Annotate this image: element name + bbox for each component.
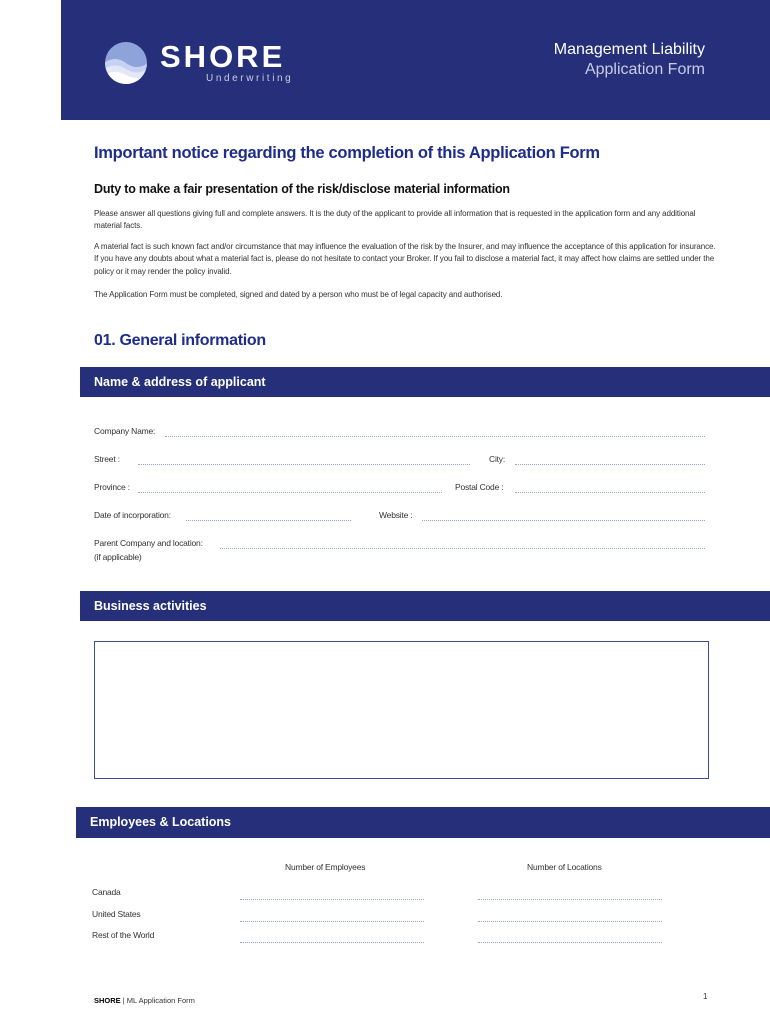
us-locations-field[interactable]: [478, 921, 662, 922]
incorporation-date-field[interactable]: [186, 520, 351, 521]
company-name-label: Company Name:: [94, 426, 156, 436]
row-employees-field[interactable]: [240, 942, 424, 943]
notice-paragraph-3: The Application Form must be completed, signed and dated by a person who must be of legal capacity and authorised.: [94, 290, 503, 299]
us-employees-field[interactable]: [240, 921, 424, 922]
logo-subtitle: Underwriting: [206, 73, 294, 84]
header-subtitle: Application Form: [584, 61, 705, 78]
row-label-rest-of-world: Rest of the World: [92, 930, 155, 940]
locations-column-header: Number of Locations: [527, 862, 602, 872]
province-field[interactable]: [138, 492, 442, 493]
shore-logo-icon: [104, 41, 148, 85]
row-locations-field[interactable]: [478, 942, 662, 943]
logo-wordmark: SHORE: [160, 39, 286, 74]
parent-company-field[interactable]: [220, 548, 705, 549]
footer-doc-name: | ML Application Form: [120, 996, 195, 1005]
street-label: Street :: [94, 454, 120, 464]
postal-code-field[interactable]: [515, 492, 705, 493]
city-field[interactable]: [515, 464, 705, 465]
duty-heading: Duty to make a fair presentation of the risk/disclose material information: [94, 182, 510, 196]
notice-paragraph-2: A material fact is such known fact and/or circumstance that may influence the evaluation of the risk by the Insurer, and may influence the acceptance of this application for insurance. If you have any doubts about what a material fact is, please do not hesitate to contact your Broker. If you fail to disclose a material fact, it may affect how claims are settled under the policy or it may render the policy invalid.: [94, 242, 716, 276]
notice-paragraph-1: Please answer all questions giving full and complete answers. It is the duty of the applicant to provide all information that is requested in the application form and any additional material facts.: [94, 209, 696, 231]
business-activities-textarea[interactable]: [94, 641, 709, 779]
street-field[interactable]: [138, 464, 470, 465]
footer-brand: [94, 996, 195, 1005]
page-number: 1: [703, 992, 708, 1001]
footer-brand-name: SHORE: [94, 996, 121, 1005]
parent-company-note: (if applicable): [94, 552, 142, 562]
province-label: Province :: [94, 482, 130, 492]
section-title: 01. General information: [94, 332, 266, 349]
row-label-united-states: United States: [92, 909, 141, 919]
row-label-canada: Canada: [92, 887, 121, 897]
applicant-section-bar: Name & address of applicant: [80, 367, 770, 397]
city-label: City:: [489, 454, 506, 464]
notice-heading: Important notice regarding the completion of this Application Form: [94, 144, 600, 162]
employees-column-header: Number of Employees: [285, 862, 366, 872]
postal-code-label: Postal Code :: [455, 482, 504, 492]
business-activities-bar: Business activities: [80, 591, 770, 621]
canada-employees-field[interactable]: [240, 899, 424, 900]
incorporation-date-label: Date of incorporation:: [94, 510, 171, 520]
website-label: Website :: [379, 510, 413, 520]
company-name-field[interactable]: [165, 436, 705, 437]
canada-locations-field[interactable]: [478, 899, 662, 900]
employees-locations-bar: Employees & Locations: [76, 807, 770, 838]
page-header: [61, 0, 770, 120]
parent-company-label: Parent Company and location:: [94, 538, 203, 548]
header-title: Management Liability: [553, 41, 705, 58]
website-field[interactable]: [422, 520, 705, 521]
